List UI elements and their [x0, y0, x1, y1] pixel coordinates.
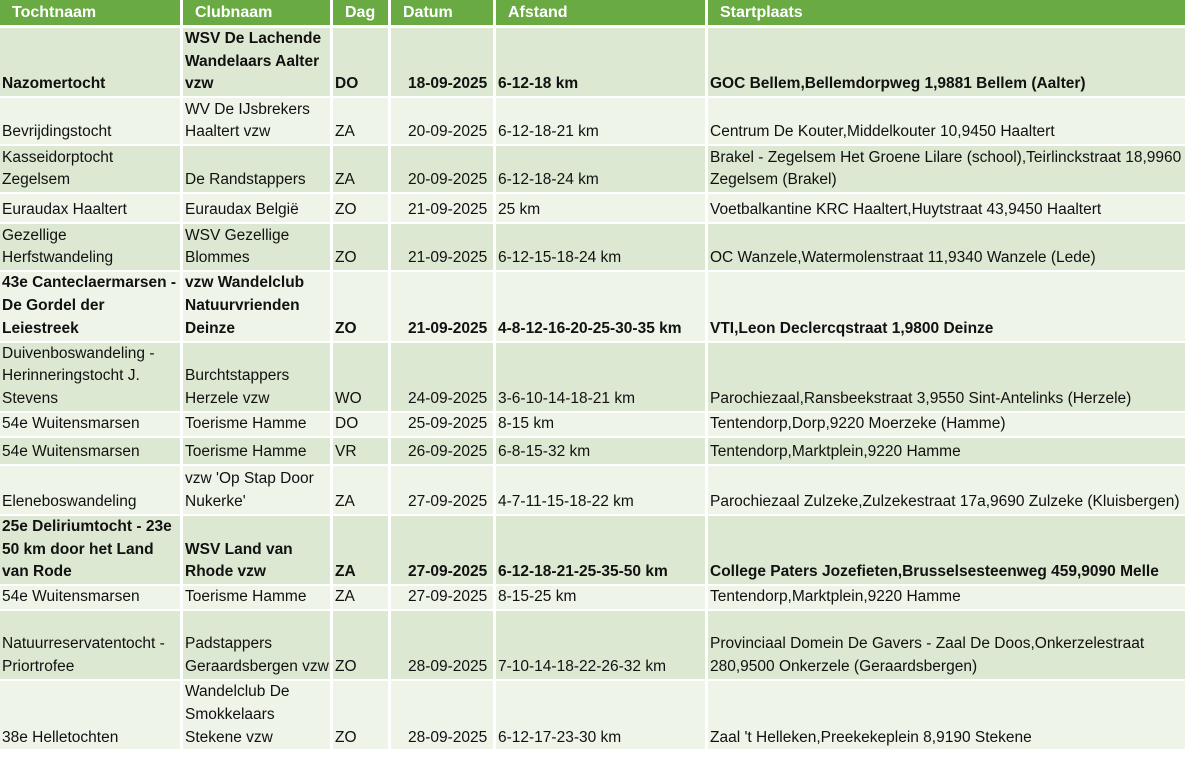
table-row: [0, 28, 1185, 98]
cell-clubnaam: vzw Wandelclub Natuurvrienden Deinze: [183, 272, 333, 342]
cell-startplaats: Tentendorp,Marktplein,9220 Hamme: [708, 438, 1185, 466]
cell-dag: ZA: [333, 98, 391, 146]
cell-clubnaam: vzw 'Op Stap Door Nukerke': [183, 466, 333, 516]
cell-clubnaam: Toerisme Hamme: [183, 586, 333, 611]
cell-afstand: 6-12-18-21-25-35-50 km: [496, 516, 708, 586]
cell-afstand: 8-15 km: [496, 413, 708, 438]
cell-dag: ZA: [333, 466, 391, 516]
cell-tochtnaam: 25e Deliriumtocht - 23e 50 km door het Land van Rode: [0, 516, 183, 586]
table-row: [0, 438, 1185, 466]
cell-dag: VR: [333, 438, 391, 466]
cell-dag: ZO: [333, 611, 391, 681]
table-row: [0, 611, 1185, 681]
cell-startplaats: Zaal 't Helleken,Preekekeplein 8,9190 Stekene: [708, 681, 1185, 751]
cell-startplaats: Centrum De Kouter,Middelkouter 10,9450 Haaltert: [708, 98, 1185, 146]
cell-afstand: 8-15-25 km: [496, 586, 708, 611]
table-row: [0, 343, 1185, 413]
cell-startplaats: Tentendorp,Dorp,9220 Moerzeke (Hamme): [708, 413, 1185, 438]
header-startplaats[interactable]: Startplaats: [708, 0, 1185, 28]
table-row: [0, 224, 1185, 272]
cell-clubnaam: Toerisme Hamme: [183, 438, 333, 466]
cell-datum: 20-09-2025: [391, 98, 496, 146]
cell-startplaats: Provinciaal Domein De Gavers - Zaal De Doos,Onkerzelestraat 280,9500 Onkerzele (Geraardsbergen): [708, 611, 1185, 681]
table-row: [0, 681, 1185, 751]
header-datum[interactable]: Datum: [391, 0, 496, 28]
cell-clubnaam: WSV Gezellige Blommes: [183, 224, 333, 272]
cell-clubnaam: WV De IJsbrekers Haaltert vzw: [183, 98, 333, 146]
cell-datum: 20-09-2025: [391, 146, 496, 194]
cell-startplaats: OC Wanzele,Watermolenstraat 11,9340 Wanzele (Lede): [708, 224, 1185, 272]
cell-datum: 27-09-2025: [391, 466, 496, 516]
cell-dag: ZO: [333, 224, 391, 272]
cell-startplaats: Brakel - Zegelsem Het Groene Lilare (school),Teirlinckstraat 18,9960 Zegelsem (Brakel): [708, 146, 1185, 194]
cell-startplaats: Parochiezaal Zulzeke,Zulzekestraat 17a,9690 Zulzeke (Kluisbergen): [708, 466, 1185, 516]
cell-dag: WO: [333, 343, 391, 413]
cell-tochtnaam: Kasseidorptocht Zegelsem: [0, 146, 183, 194]
cell-tochtnaam: Duivenboswandeling - Herinneringstocht J. Stevens: [0, 343, 183, 413]
cell-dag: DO: [333, 413, 391, 438]
cell-dag: DO: [333, 28, 391, 98]
cell-afstand: 6-8-15-32 km: [496, 438, 708, 466]
cell-tochtnaam: Gezellige Herfstwandeling: [0, 224, 183, 272]
cell-afstand: 6-12-18-24 km: [496, 146, 708, 194]
cell-clubnaam: Burchtstappers Herzele vzw: [183, 343, 333, 413]
cell-afstand: 3-6-10-14-18-21 km: [496, 343, 708, 413]
cell-clubnaam: WSV De Lachende Wandelaars Aalter vzw: [183, 28, 333, 98]
table-row: [0, 466, 1185, 516]
cell-datum: 28-09-2025: [391, 681, 496, 751]
cell-tochtnaam: Nazomertocht: [0, 28, 183, 98]
header-tochtnaam[interactable]: Tochtnaam: [0, 0, 183, 28]
table-row: [0, 586, 1185, 611]
cell-tochtnaam: Eleneboswandeling: [0, 466, 183, 516]
cell-tochtnaam: Bevrijdingstocht: [0, 98, 183, 146]
cell-afstand: 7-10-14-18-22-26-32 km: [496, 611, 708, 681]
cell-startplaats: Voetbalkantine KRC Haaltert,Huytstraat 43,9450 Haaltert: [708, 194, 1185, 224]
cell-tochtnaam: 54e Wuitensmarsen: [0, 413, 183, 438]
header-afstand[interactable]: Afstand: [496, 0, 708, 28]
cell-startplaats: VTI,Leon Declercqstraat 1,9800 Deinze: [708, 272, 1185, 342]
cell-dag: ZO: [333, 681, 391, 751]
table-row: [0, 516, 1185, 586]
table-row: [0, 194, 1185, 224]
cell-datum: 21-09-2025: [391, 272, 496, 342]
cell-afstand: 6-12-17-23-30 km: [496, 681, 708, 751]
cell-tochtnaam: Natuurreservatentocht - Priortrofee: [0, 611, 183, 681]
header-clubnaam[interactable]: Clubnaam: [183, 0, 333, 28]
cell-clubnaam: Padstappers Geraardsbergen vzw: [183, 611, 333, 681]
cell-dag: ZA: [333, 146, 391, 194]
cell-tochtnaam: 54e Wuitensmarsen: [0, 438, 183, 466]
cell-startplaats: Tentendorp,Marktplein,9220 Hamme: [708, 586, 1185, 611]
table-body: [0, 28, 1185, 752]
cell-datum: 26-09-2025: [391, 438, 496, 466]
cell-datum: 18-09-2025: [391, 28, 496, 98]
cell-dag: ZA: [333, 586, 391, 611]
cell-datum: 21-09-2025: [391, 194, 496, 224]
cell-tochtnaam: 54e Wuitensmarsen: [0, 586, 183, 611]
cell-datum: 28-09-2025: [391, 611, 496, 681]
cell-afstand: 4-7-11-15-18-22 km: [496, 466, 708, 516]
cell-clubnaam: Euraudax België: [183, 194, 333, 224]
cell-dag: ZA: [333, 516, 391, 586]
cell-startplaats: GOC Bellem,Bellemdorpweg 1,9881 Bellem (Aalter): [708, 28, 1185, 98]
cell-tochtnaam: Euraudax Haaltert: [0, 194, 183, 224]
cell-tochtnaam: 43e Canteclaermarsen - De Gordel der Leiestreek: [0, 272, 183, 342]
cell-dag: ZO: [333, 194, 391, 224]
cell-datum: 24-09-2025: [391, 343, 496, 413]
cell-datum: 27-09-2025: [391, 516, 496, 586]
cell-datum: 25-09-2025: [391, 413, 496, 438]
cell-datum: 21-09-2025: [391, 224, 496, 272]
cell-clubnaam: Toerisme Hamme: [183, 413, 333, 438]
cell-startplaats: Parochiezaal,Ransbeekstraat 3,9550 Sint-Antelinks (Herzele): [708, 343, 1185, 413]
cell-afstand: 6-12-15-18-24 km: [496, 224, 708, 272]
cell-clubnaam: Wandelclub De Smokkelaars Stekene vzw: [183, 681, 333, 751]
cell-tochtnaam: 38e Helletochten: [0, 681, 183, 751]
cell-clubnaam: WSV Land van Rhode vzw: [183, 516, 333, 586]
table-header: [0, 0, 1185, 28]
cell-dag: ZO: [333, 272, 391, 342]
cell-afstand: 6-12-18-21 km: [496, 98, 708, 146]
table-row: [0, 146, 1185, 194]
cell-afstand: 4-8-12-16-20-25-30-35 km: [496, 272, 708, 342]
cell-afstand: 25 km: [496, 194, 708, 224]
header-dag[interactable]: Dag: [333, 0, 391, 28]
cell-clubnaam: De Randstappers: [183, 146, 333, 194]
table-row: [0, 272, 1185, 342]
table-row: [0, 98, 1185, 146]
cell-afstand: 6-12-18 km: [496, 28, 708, 98]
cell-datum: 27-09-2025: [391, 586, 496, 611]
cell-startplaats: College Paters Jozefieten,Brusselsesteenweg 459,9090 Melle: [708, 516, 1185, 586]
table-row: [0, 413, 1185, 438]
